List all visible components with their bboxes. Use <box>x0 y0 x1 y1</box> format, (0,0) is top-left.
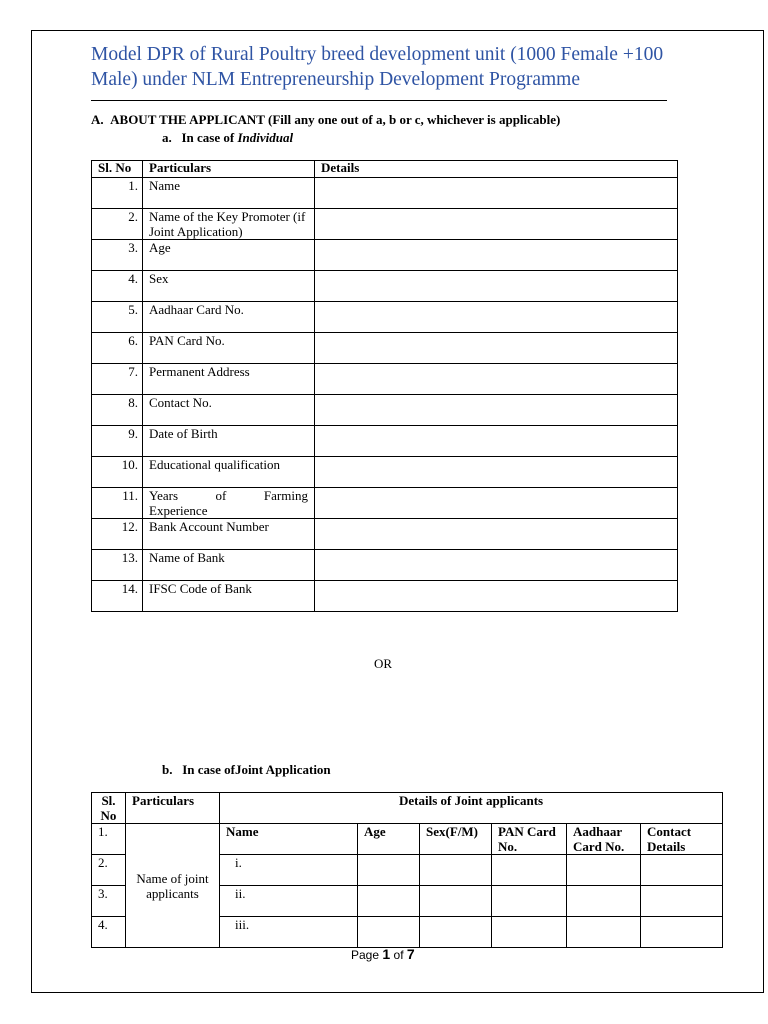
subheader-contact: Contact Details <box>641 824 723 855</box>
row-particular-word: Farming <box>263 488 308 503</box>
header-particulars: Particulars <box>126 793 220 824</box>
document-title: Model DPR of Rural Poultry breed development unit (1000 Female +100 Male) under NLM Entrepreneurship Development Programme <box>91 44 664 90</box>
row-details-cell[interactable] <box>315 426 678 457</box>
header-details: Details <box>315 161 678 178</box>
applicant-contact-cell[interactable] <box>641 886 723 917</box>
row-particular: Educational qualification <box>143 457 315 488</box>
row-particular: Aadhaar Card No. <box>143 302 315 333</box>
table-row <box>92 581 678 612</box>
subheader-pan: PAN Card No. <box>492 824 567 855</box>
row-particular-line2: Experience <box>149 503 208 518</box>
applicant-aadhaar-cell[interactable] <box>567 855 641 886</box>
row-particular: Name of the Key Promoter (if Joint Application) <box>143 209 315 240</box>
row-sl: 4. <box>92 271 143 302</box>
row-particular: Sex <box>143 271 315 302</box>
applicant-sex-cell[interactable] <box>420 855 492 886</box>
row-details-cell[interactable] <box>315 178 678 209</box>
row-sl: 6. <box>92 333 143 364</box>
row-sl: 7. <box>92 364 143 395</box>
applicant-pan-cell[interactable] <box>492 886 567 917</box>
row-details-cell[interactable] <box>315 550 678 581</box>
applicant-pan-cell[interactable] <box>492 917 567 948</box>
table-row <box>92 333 678 364</box>
applicant-sex-cell[interactable] <box>420 917 492 948</box>
table-row <box>92 519 678 550</box>
row-particular-word: Years <box>149 488 179 503</box>
applicant-age-cell[interactable] <box>358 917 420 948</box>
merged-particular-label: Name of joint applicants <box>126 824 220 948</box>
footer-page-label: Page <box>351 948 380 962</box>
applicant-aadhaar-cell[interactable] <box>567 886 641 917</box>
title-divider <box>91 100 667 101</box>
row-particular: Age <box>143 240 315 271</box>
row-details-cell[interactable] <box>315 581 678 612</box>
row-details-cell[interactable] <box>315 209 678 240</box>
table-row <box>92 395 678 426</box>
row-details-cell[interactable] <box>315 519 678 550</box>
table-row <box>92 824 723 855</box>
applicant-pan-cell[interactable] <box>492 855 567 886</box>
applicant-aadhaar-cell[interactable] <box>567 917 641 948</box>
table-row <box>92 457 678 488</box>
footer-current-page: 1 <box>382 946 391 962</box>
row-sl: 4. <box>92 917 126 948</box>
row-details-cell[interactable] <box>315 271 678 302</box>
table-row <box>92 426 678 457</box>
row-particular: Name <box>143 178 315 209</box>
or-separator: OR <box>374 656 393 671</box>
applicant-contact-cell[interactable] <box>641 917 723 948</box>
table-row <box>92 240 678 271</box>
row-sl: 2. <box>92 209 143 240</box>
row-particular <box>143 488 315 519</box>
table-row <box>92 488 678 519</box>
row-sl: 10. <box>92 457 143 488</box>
header-details-joint: Details of Joint applicants <box>220 793 723 824</box>
row-details-cell[interactable] <box>315 302 678 333</box>
individual-details-table <box>91 160 678 612</box>
row-details-cell[interactable] <box>315 240 678 271</box>
table-row <box>92 209 678 240</box>
applicant-sex-cell[interactable] <box>420 886 492 917</box>
row-sl: 12. <box>92 519 143 550</box>
row-details-cell[interactable] <box>315 457 678 488</box>
row-particular: Name of Bank <box>143 550 315 581</box>
applicant-contact-cell[interactable] <box>641 855 723 886</box>
row-particular: Permanent Address <box>143 364 315 395</box>
row-particular: Bank Account Number <box>143 519 315 550</box>
applicant-name-cell[interactable]: ii. <box>220 886 358 917</box>
sub-a-heading <box>162 130 293 146</box>
row-sl: 3. <box>92 886 126 917</box>
row-sl: 13. <box>92 550 143 581</box>
applicant-age-cell[interactable] <box>358 855 420 886</box>
row-details-cell[interactable] <box>315 395 678 426</box>
row-particular: IFSC Code of Bank <box>143 581 315 612</box>
table-row <box>92 550 678 581</box>
header-particulars: Particulars <box>143 161 315 178</box>
subheader-name: Name <box>220 824 358 855</box>
row-details-cell[interactable] <box>315 333 678 364</box>
row-sl: 2. <box>92 855 126 886</box>
row-sl: 11. <box>92 488 143 519</box>
applicant-name-cell[interactable]: iii. <box>220 917 358 948</box>
subheader-sex: Sex(F/M) <box>420 824 492 855</box>
footer-total-pages: 7 <box>406 946 415 962</box>
row-sl: 1. <box>92 178 143 209</box>
sub-a-italic: Individual <box>237 130 294 145</box>
section-a-heading: A. ABOUT THE APPLICANT (Fill any one out of a, b or c, whichever is applicable) <box>91 112 561 127</box>
row-sl: 3. <box>92 240 143 271</box>
row-details-cell[interactable] <box>315 364 678 395</box>
applicant-age-cell[interactable] <box>358 886 420 917</box>
applicant-name-cell[interactable]: i. <box>220 855 358 886</box>
table-row <box>92 364 678 395</box>
row-particular: PAN Card No. <box>143 333 315 364</box>
sub-a-prefix: a. In case of <box>162 130 238 145</box>
row-sl: 1. <box>92 824 126 855</box>
subheader-aadhaar: Aadhaar Card No. <box>567 824 641 855</box>
table-row <box>92 178 678 209</box>
row-particular: Contact No. <box>143 395 315 426</box>
footer-of-label: of <box>393 948 404 962</box>
row-particular-word: of <box>215 488 227 503</box>
row-sl: 9. <box>92 426 143 457</box>
row-sl: 8. <box>92 395 143 426</box>
subheader-age: Age <box>358 824 420 855</box>
row-sl: 14. <box>92 581 143 612</box>
row-particular: Date of Birth <box>143 426 315 457</box>
header-sl-no: Sl. No <box>92 161 143 178</box>
header-sl-no: Sl. No <box>92 793 126 824</box>
page-footer <box>351 946 415 962</box>
row-details-cell[interactable] <box>315 488 678 519</box>
table-row <box>92 271 678 302</box>
sub-b-heading: b. In case ofJoint Application <box>162 762 331 777</box>
row-sl: 5. <box>92 302 143 333</box>
table-row <box>92 302 678 333</box>
joint-application-table <box>91 792 723 948</box>
